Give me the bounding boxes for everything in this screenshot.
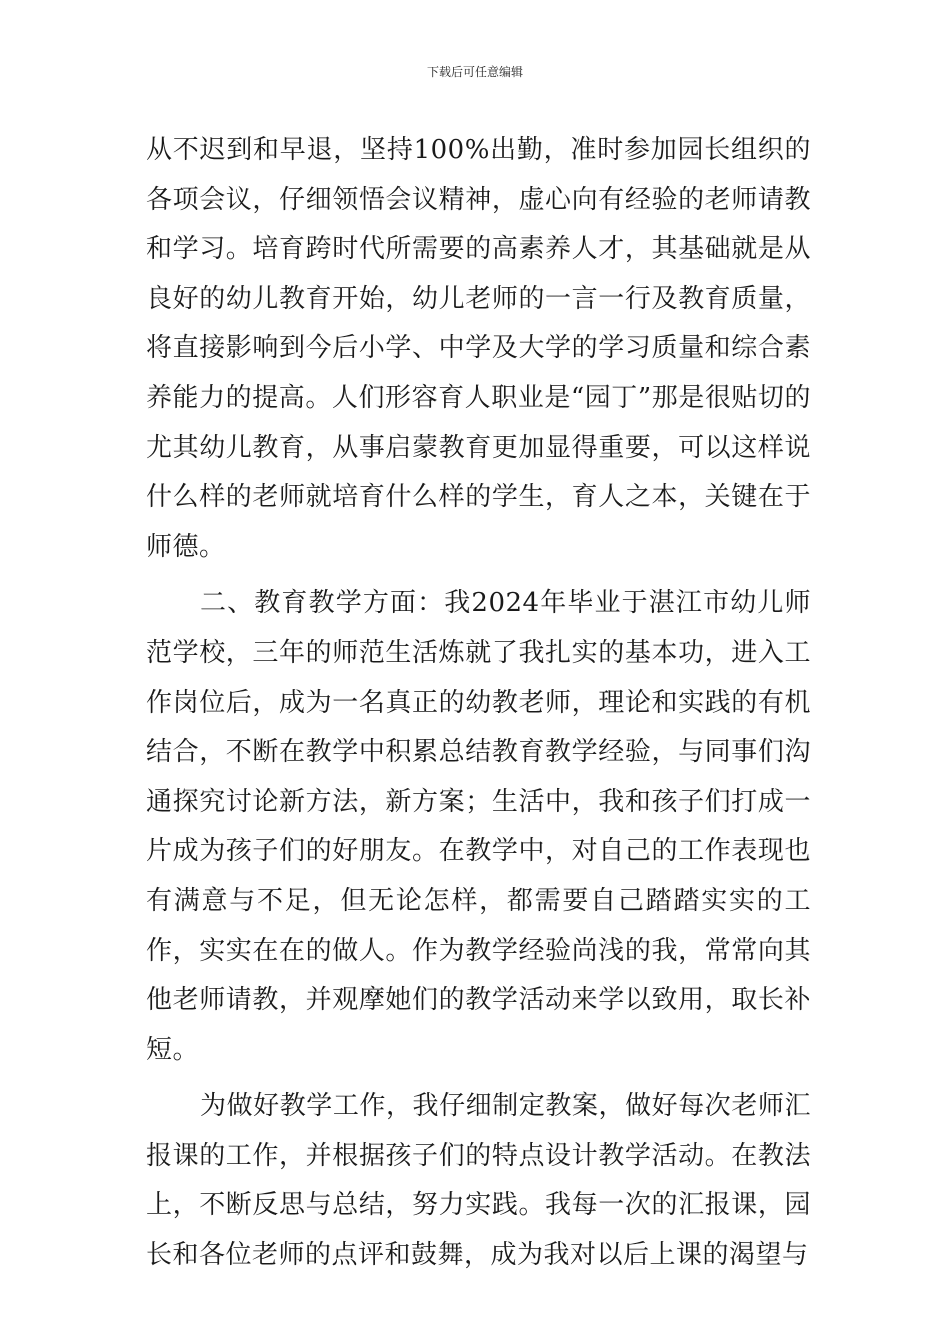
paragraph-continuation: 从不迟到和早退，坚持100%出勤，准时参加园长组织的各项会议，仔细领悟会议精神，虚心向有经验的老师请教和学习。培育跨时代所需要的高素养人才，其基础就是从良好的幼儿教育开始，幼儿老师的一言一行及教育质量，将直接影响到今后小学、中学及大学的学习质量和综合素养能力的提高。人们形容育人职业是“园丁”那是很贴切的尤其幼儿教育，从事启蒙教育更加显得重要，可以这样说什么样的老师就培育什么样的学生，育人之本，关键在于师德。	[146, 135, 811, 562]
paragraph-lesson-prep: 为做好教学工作，我仔细制定教案，做好每次老师汇报课的工作，并根据孩子们的特点设计教学活动。在教法上，不断反思与总结，努力实践。我每一次的汇报课，园长和各位老师的点评和鼓舞，成为我对以后上课的渴望与	[146, 1091, 811, 1271]
document-body	[146, 126, 811, 1281]
page-header: 下载后可任意编辑	[426, 65, 523, 79]
paragraph-teaching: 二、教育教学方面：我2024年毕业于湛江市幼儿师范学校，三年的师范生活炼就了我扎实的基本功，进入工作岗位后，成为一名真正的幼教老师，理论和实践的有机结合，不断在教学中积累总结教育教学经验，与同事们沟通探究讨论新方法，新方案；生活中，我和孩子们打成一片成为孩子们的好朋友。在教学中，对自己的工作表现也有满意与不足，但无论怎样，都需要自己踏踏实实的工作，实实在在的做人。作为教学经验尚浅的我，常常向其他老师请教，并观摩她们的教学活动来学以致用，取长补短。	[146, 588, 811, 1065]
